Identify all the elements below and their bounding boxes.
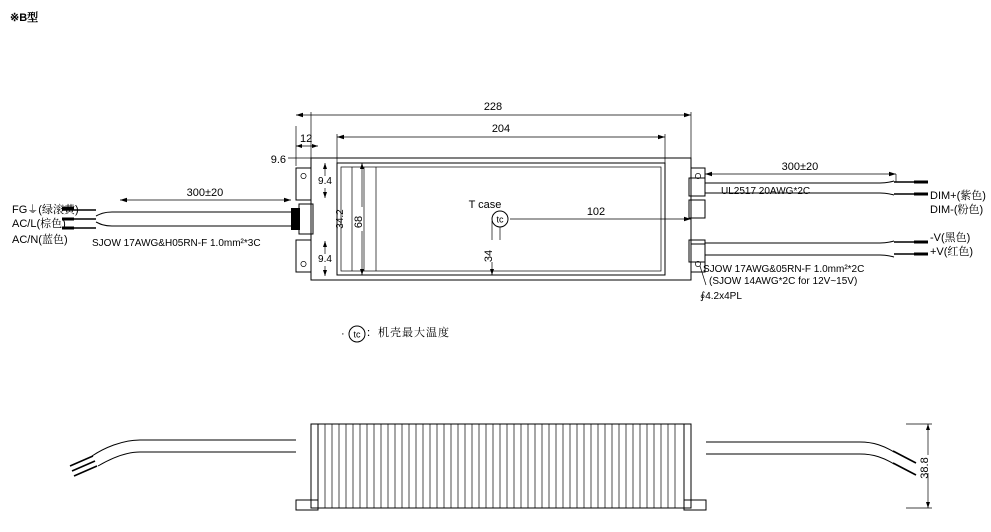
input-cable-splay-top xyxy=(96,212,112,216)
v-wire-spec-line2: (SJOW 14AWG*2C for 12V~15V) xyxy=(709,276,858,287)
arrow-204-right xyxy=(658,135,665,139)
output-pin-minus-v: -V(黑色) xyxy=(930,232,971,244)
dim-9-6: 9.6 xyxy=(270,154,286,166)
side-case-body xyxy=(318,424,684,508)
arrow-228-left xyxy=(296,113,303,117)
side-input-curve-bottom xyxy=(98,452,140,466)
dim-cable-splay-top xyxy=(880,181,894,183)
tcase-marker-text: tc xyxy=(496,214,504,225)
mount-bracket-left-bottom xyxy=(296,240,311,272)
arrow-9-4-top-up xyxy=(323,163,327,169)
arrow-68-up xyxy=(360,163,364,169)
side-case-outline xyxy=(311,424,691,508)
mount-hole-1 xyxy=(301,173,306,178)
hole-spec: ∮4.2x4PL xyxy=(700,291,742,302)
mount-hole-2 xyxy=(301,261,306,266)
gland-left-nut xyxy=(291,208,300,230)
input-cable-splay-bottom xyxy=(96,222,112,226)
input-wire-spec: SJOW 17AWG&H05RN-F 1.0mm²*3C xyxy=(92,238,261,249)
input-pin-fg: FG⏚(绿滚黄) xyxy=(12,204,79,216)
arrow-left300-l xyxy=(120,198,127,202)
arrow-102-right xyxy=(684,217,691,221)
dim-wire-spec: UL2517 20AWG*2C xyxy=(721,186,811,197)
dim-9-4-bottom: 9.4 xyxy=(318,254,332,265)
v-conductors xyxy=(894,241,928,256)
v-cable-splay-top xyxy=(880,241,894,243)
note-bullet: · xyxy=(341,328,345,340)
side-input-curve-top xyxy=(92,440,140,456)
mount-bracket-left-top xyxy=(296,168,311,200)
output-pin-dim-minus: DIM-(粉色) xyxy=(930,204,984,216)
arrow-left300-r xyxy=(284,198,291,202)
dim-right-300: 300±20 xyxy=(781,161,819,173)
dim-204: 204 xyxy=(491,123,511,135)
bracket-left-top xyxy=(296,168,311,200)
side-fins xyxy=(325,424,675,508)
arrow-right300-r xyxy=(889,172,896,176)
tcase-label: T case xyxy=(468,199,502,211)
dim-12: 12 xyxy=(300,133,313,145)
arrow-9-4-top-dn xyxy=(323,192,327,198)
dim-34: 34 xyxy=(483,249,495,263)
dim-102: 102 xyxy=(586,206,606,218)
bracket-left-bottom xyxy=(296,240,311,272)
side-out-conductors xyxy=(893,451,916,475)
arrow-12-right xyxy=(312,144,318,148)
dim-cable-splay-bottom xyxy=(880,193,894,195)
dim-228: 228 xyxy=(483,101,503,113)
dim-34-2: 34.2 xyxy=(335,209,346,229)
arrow-34-dn xyxy=(490,269,494,275)
dim-38-8: 38.8 xyxy=(919,457,931,479)
bracket-right-top xyxy=(691,168,705,196)
side-input-conductors xyxy=(70,456,97,476)
arrow-9-4-bot-up xyxy=(323,241,327,247)
v-cable-splay-bottom xyxy=(880,255,894,257)
note-marker-text: tc xyxy=(353,329,361,340)
note-text: ：机壳最大温度 xyxy=(366,327,450,339)
output-pin-dim-plus: DIM+(紫色) xyxy=(930,190,986,202)
input-pin-acl: AC/L(棕色) xyxy=(12,218,66,230)
input-pin-acn: AC/N(蓝色) xyxy=(12,234,68,246)
arrow-204-left xyxy=(337,135,344,139)
arrow-right300-l xyxy=(705,172,712,176)
dim-conductors xyxy=(894,181,928,196)
v-wire-spec-line1: SJOW 17AWG&05RN-F 1.0mm²*2C xyxy=(703,264,865,275)
dim-left-300: 300±20 xyxy=(186,187,224,199)
side-out-curve-bottom xyxy=(860,454,894,464)
output-pin-plus-v: +V(红色) xyxy=(930,246,974,258)
arrow-388-dn xyxy=(926,502,930,508)
dim-68: 68 xyxy=(353,215,365,229)
arrow-68-dn xyxy=(360,269,364,275)
arrow-228-right xyxy=(684,113,691,117)
side-out-curve-top xyxy=(860,442,894,452)
arrow-388-up xyxy=(926,424,930,430)
arrow-9-4-bot-dn xyxy=(323,270,327,276)
dim-9-4-top: 9.4 xyxy=(318,176,332,187)
type-note: ※B型 xyxy=(10,12,39,24)
